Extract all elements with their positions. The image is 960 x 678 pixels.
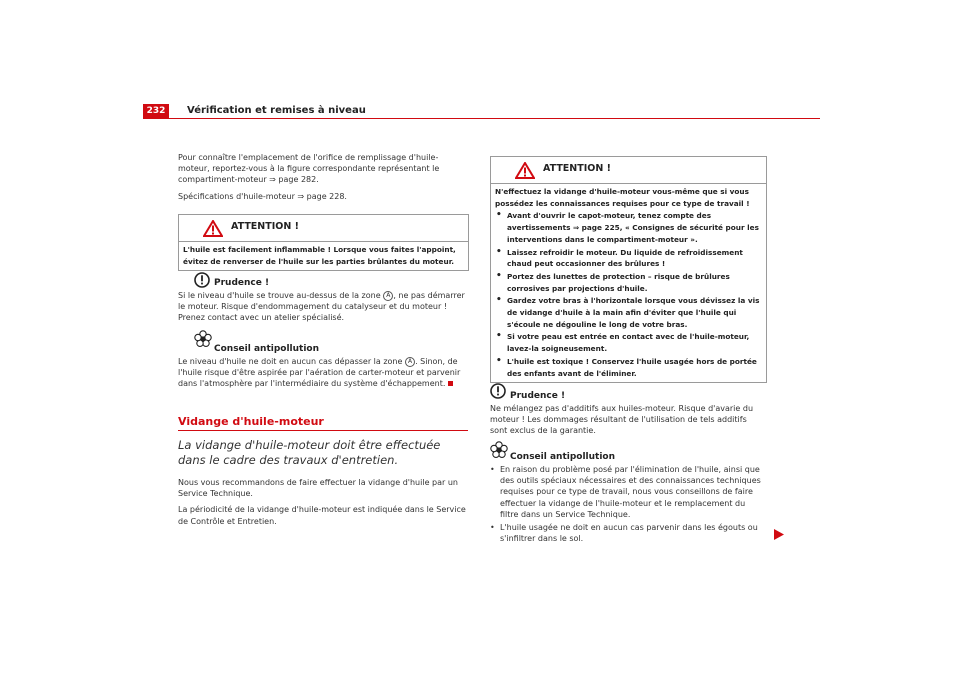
caution-text: Si le niveau d'huile se trouve au-dessus de la zone A , ne pas démarrer le moteur. Risque d'endommagement du catalyseur et du moteur ! Prenez contact avec un atelier spécialisé. bbox=[178, 291, 465, 323]
caution-title: Prudence ! bbox=[214, 278, 270, 288]
section-heading-rule bbox=[178, 430, 468, 431]
exclamation-circle-icon bbox=[490, 383, 506, 399]
warning-title: ATTENTION ! bbox=[543, 163, 611, 174]
warning-item: • L'huile est toxique ! Conservez l'huile usagée hors de portée des enfants avant de l'éliminer. bbox=[496, 355, 757, 378]
environment-section-left bbox=[178, 330, 468, 390]
flower-icon bbox=[490, 441, 508, 459]
warning-title: ATTENTION ! bbox=[231, 221, 299, 232]
paragraph-oil-filler: Pour connaître l'emplacement de l'orifice de remplissage d'huile-moteur, reportez-vous à la figure correspondante représentant le compartiment-moteur ⇒ page 282. bbox=[178, 153, 440, 185]
paragraph-oil-spec: Spécifications d'huile-moteur ⇒ page 228. bbox=[178, 191, 347, 201]
paragraph-periodicity: La périodicité de la vidange d'huile-moteur est indiquée dans le Service de Contrôle et Entretien. bbox=[178, 505, 466, 526]
warning-item: • Laissez refroidir le moteur. Du liquide de refroidissement chaud peut occasionner des brûlures ! bbox=[496, 246, 743, 269]
caution-section-left bbox=[178, 272, 468, 324]
warning-item: • Si votre peau est entrée en contact avec de l'huile-moteur, lavez-la soigneusement. bbox=[496, 331, 750, 354]
exclamation-circle-icon bbox=[194, 272, 210, 288]
caution-text: Ne mélangez pas d'additifs aux huiles-moteur. Risque d'avarie du moteur ! Les dommages résultant de l'utilisation de tels additifs sont exclus de la garantie. bbox=[490, 404, 754, 436]
warning-triangle-icon bbox=[203, 220, 223, 237]
environment-title: Conseil antipollution bbox=[510, 452, 616, 462]
caution-title: Prudence ! bbox=[510, 391, 566, 401]
environment-text: Le niveau d'huile ne doit en aucun cas dépasser la zone A . Sinon, de l'huile risque d'être aspirée par l'aération de carter-moteur et parvenir dans l'atmosphère par l'intermédiaire du système d'échappement. bbox=[178, 357, 461, 389]
section-end-marker bbox=[448, 381, 453, 386]
warning-item: • Gardez votre bras à l'horizontale lorsque vous dévissez la vis de vidange d'huile à la main afin d'éviter que l'huile qui s'écoule ne dégouline le long de votre bras. bbox=[496, 295, 760, 329]
left-intro bbox=[178, 152, 468, 202]
environment-item: • En raison du problème posé par l'élimination de l'huile, ainsi que des outils spéciaux nécessaires et des connaissances techniques requises pour ce type de travail, nous vous conseillons de faire effectuer la vidange de l'huile-moteur et le remplacement du filtre dans un Service Technique. bbox=[490, 465, 761, 519]
warning-item: • Avant d'ouvrir le capot-moteur, tenez compte des avertissements ⇒ page 225, « Consignes de sécurité pour les interventions dans le compartiment-moteur ». bbox=[496, 210, 759, 244]
page-header-title: Vérification et remises à niveau bbox=[187, 105, 366, 116]
caution-section-right bbox=[490, 383, 765, 437]
warning-box-oil-change bbox=[490, 156, 767, 383]
environment-section-right bbox=[490, 441, 765, 544]
warning-intro: N'effectuez la vidange d'huile-moteur vous-même que si vous possédez les connaissances requises pour ce type de travail ! bbox=[495, 187, 750, 208]
paragraph-recommendation: Nous vous recommandons de faire effectuer la vidange d'huile par un Service Technique. bbox=[178, 478, 458, 499]
warning-header bbox=[179, 215, 468, 241]
warning-body bbox=[491, 183, 766, 382]
next-page-arrow-icon[interactable] bbox=[774, 529, 784, 540]
warning-header bbox=[491, 157, 766, 183]
warning-text: L'huile est facilement inflammable ! Lorsque vous faites l'appoint, évitez de renverser de l'huile sur les parties brûlantes du moteur. bbox=[179, 241, 468, 270]
warning-item: • Portez des lunettes de protection – risque de brûlures corrosives par projections d'huile. bbox=[496, 270, 730, 293]
flower-icon bbox=[194, 330, 212, 348]
section-heading: Vidange d'huile-moteur bbox=[178, 415, 324, 428]
warning-box-flammable bbox=[178, 214, 469, 271]
environment-item: • L'huile usagée ne doit en aucun cas parvenir dans les égouts ou s'infiltrer dans le sol. bbox=[490, 523, 758, 544]
section-intro: La vidange d'huile-moteur doit être effectuée dans le cadre des travaux d'entretien. bbox=[178, 438, 441, 467]
header-rule bbox=[143, 118, 820, 119]
environment-title: Conseil antipollution bbox=[214, 344, 320, 354]
zone-marker-a: A bbox=[405, 357, 415, 367]
zone-marker-a: A bbox=[383, 291, 393, 301]
page-number: 232 bbox=[143, 104, 169, 118]
oil-change-section bbox=[178, 415, 468, 527]
warning-triangle-icon bbox=[515, 162, 535, 179]
